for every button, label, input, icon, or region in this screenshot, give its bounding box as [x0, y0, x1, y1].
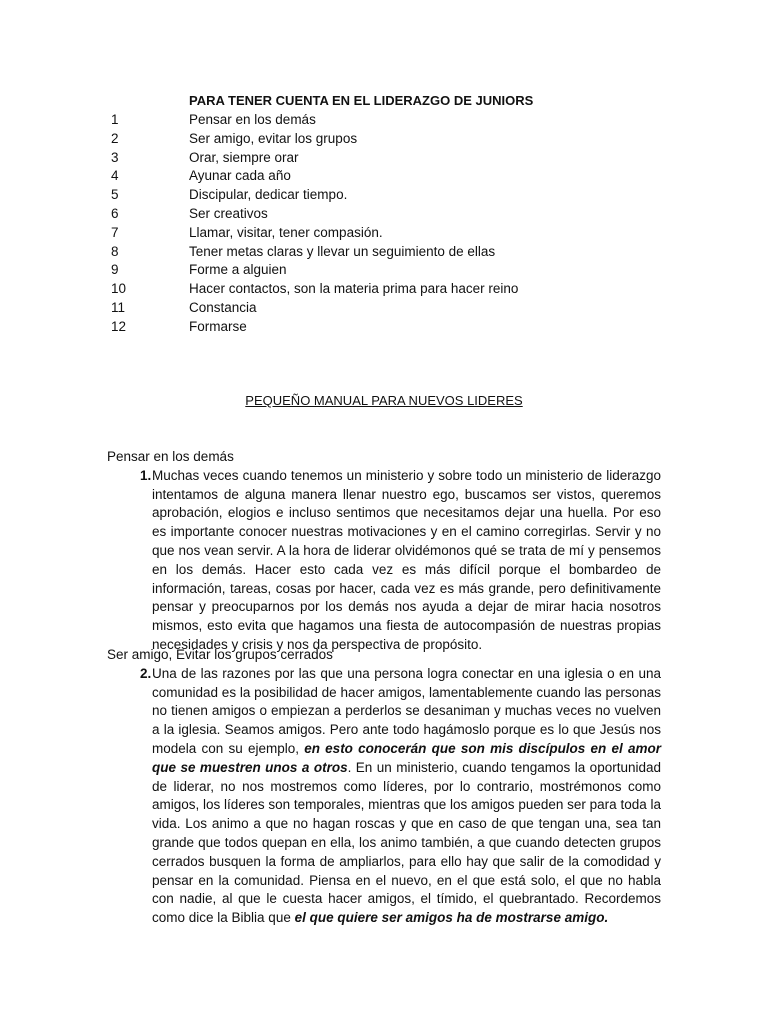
item-text: Constancia: [189, 299, 257, 315]
list-item: [111, 318, 518, 337]
item-number: 10: [111, 281, 127, 297]
item-number: 11: [111, 299, 126, 315]
item-number: 8: [111, 243, 119, 259]
paragraph: Muchas veces cuando tenemos un ministerio y sobre todo un ministerio de liderazgo intentamos de alguna manera llenar nuestro ego, buscamos ser vistos, queremos aprobación, elogios e incluso sentimos que necesitamos dejar una huella. Por eso es importante conocer nuestras motivaciones y en el camino corregirlas. Servir y no que nos vean servir. A la hora de liderar olvidémonos qué se trata de mí y pensemos en los demás. Hacer esto cada vez es más difícil porque el bombardeo de información, tareas, cosas por hacer, cada vez es más grande, pero definitivamente pensar y preocuparnos por los demás nos ayuda a dejar de mirar hacia nosotros mismos, esto evita que hagamos una fiesta de autocompasión de nuestras propias necesidades y crisis y nos da perspectiva de propósito.: [152, 467, 661, 652]
list-item: [111, 224, 518, 243]
list-item: [111, 243, 518, 262]
list-item: [111, 299, 518, 318]
checklist: [111, 111, 518, 337]
item-number: 4: [111, 168, 119, 184]
list-item: [111, 167, 518, 186]
item-number: 1.: [140, 467, 152, 483]
list-item: [111, 261, 518, 280]
item-text: Discipular, dedicar tiempo.: [189, 187, 348, 203]
item-number: 7: [111, 224, 119, 240]
item-text: Ser amigo, evitar los grupos: [189, 130, 358, 146]
emphasis-quote: el que quiere ser amigos ha de mostrarse amigo.: [294, 910, 609, 926]
list-item: [111, 280, 518, 299]
section-item: [107, 665, 661, 928]
section-heading: Pensar en los demás: [107, 449, 234, 464]
paragraph-text: . En un ministerio, cuando tengamos la oportunidad de liderar, no nos mostremos como líderes, por lo contrario, mostrémonos como amigos, los líderes son temporales, mientras que los amigos pueden ser para toda la vida. Los animo a que no hagan roscas y que en caso de que tengan una, sea tan grande que todos quepan en ella, los animo también, a que cuando detecten grupos cerrados busquen la forma de ampliarlos, para ello hay que salir de la comodidad y pensar en la comunidad. Piensa en el nuevo, en el que está solo, el que no habla con nadie, al que le cuesta hacer amigos, el tímido, el quebrantado. Recordemos como dice la Biblia que: [152, 759, 661, 926]
item-number: 12: [111, 318, 127, 334]
item-number: 6: [111, 205, 119, 221]
paragraph: [152, 665, 661, 928]
item-text: Tener metas claras y llevar un seguimiento de ellas: [189, 243, 496, 259]
manual-title: PEQUEÑO MANUAL PARA NUEVOS LIDERES: [245, 393, 523, 408]
list-item: [111, 186, 518, 205]
item-number: 1: [111, 112, 119, 127]
paragraph-text: Una de las razones por las que una persona logra conectar en una iglesia o en una comunidad es la posibilidad de hacer amigos, lamentablemente cuando las personas no tienen amigos o empiezan a perderlos se desaniman y muchas veces no vuelven a la iglesia. Seamos amigos. Pero ante todo hagámoslo porque es lo que Jesús nos modela con su ejemplo,: [152, 665, 661, 756]
item-text: Ser creativos: [189, 205, 268, 221]
item-number: 9: [111, 262, 119, 278]
section-item: [107, 467, 661, 655]
item-text: Llamar, visitar, tener compasión.: [189, 224, 383, 240]
section-heading: Ser amigo, Evitar los grupos cerrados: [107, 647, 333, 662]
list-item: [111, 149, 518, 168]
item-number: 2: [111, 130, 119, 146]
list-item: [111, 205, 518, 224]
item-text: Forme a alguien: [189, 262, 287, 278]
item-text: Ayunar cada año: [189, 168, 291, 184]
item-text: Pensar en los demás: [189, 112, 316, 127]
item-text: Orar, siempre orar: [189, 149, 299, 165]
item-number: 2.: [140, 665, 152, 681]
checklist-title: PARA TENER CUENTA EN EL LIDERAZGO DE JUNIORS: [189, 93, 534, 108]
item-text: Hacer contactos, son la materia prima para hacer reino: [189, 281, 519, 297]
section-pensar: [107, 448, 661, 655]
emphasis-quote: en esto conocerán que son mis discípulos en el amor que se muestren unos a otros: [152, 740, 661, 775]
list-item: [111, 130, 518, 149]
item-number: 3: [111, 149, 119, 165]
item-text: Formarse: [189, 318, 247, 334]
list-item: [111, 111, 518, 130]
item-number: 5: [111, 187, 119, 203]
section-ser-amigo: [107, 646, 661, 928]
